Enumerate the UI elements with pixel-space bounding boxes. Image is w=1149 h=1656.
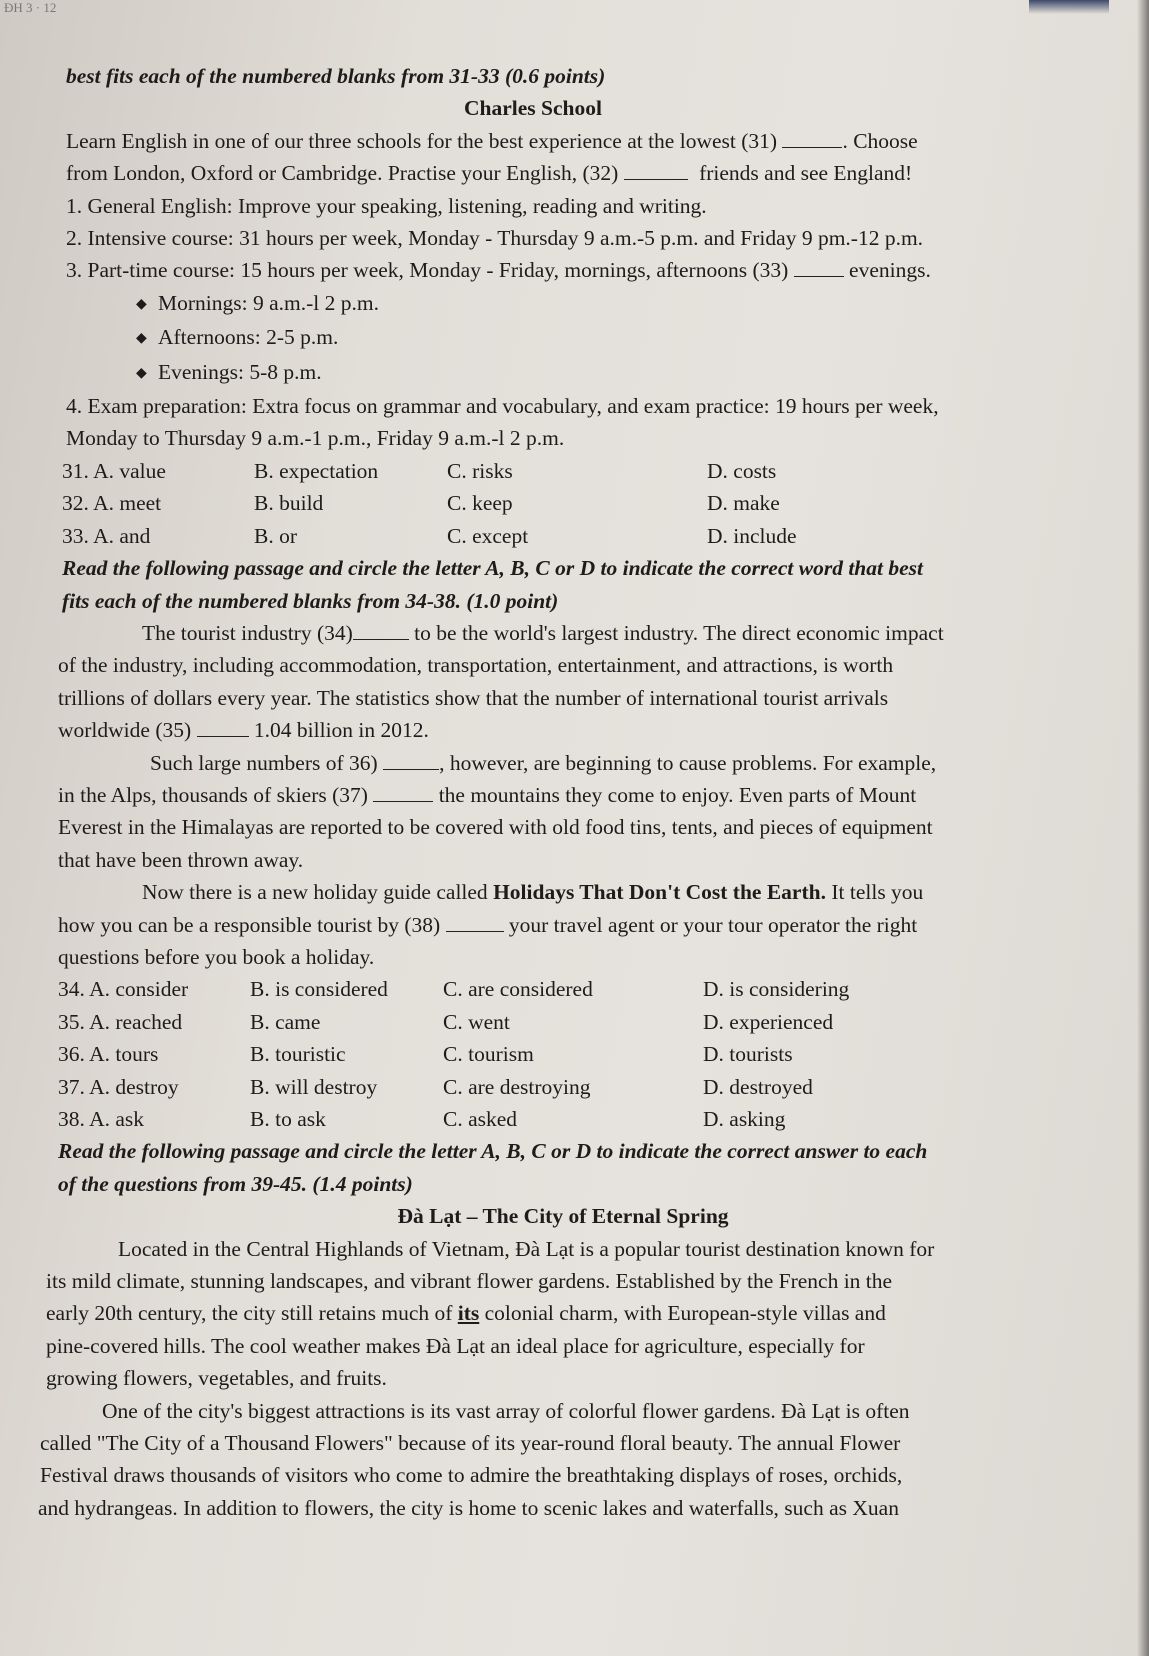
passage3-line7: called "The City of a Thousand Flowers" because of its year-round floral beauty. The annual Flower [40,1431,901,1456]
option[interactable]: D. asking [703,1107,786,1131]
option[interactable]: B. came [250,1009,321,1034]
question-32-options [58,487,1088,519]
option[interactable]: B. is considered [250,977,388,1002]
passage2-line3: trillions of dollars every year. The statistics show that the number of international tourist arrivals [58,685,889,710]
passage2-line10 [58,909,1088,941]
item-4-line1: 4. Exam preparation: Extra focus on grammar and vocabulary, and exam practice: 19 hours per week, [66,394,939,419]
section3-title: Đà Lạt – The City of Eternal Spring [397,1204,729,1229]
option[interactable]: B. will destroy [250,1074,378,1099]
blank-31 [782,129,842,148]
text: your travel agent or your tour operator the right [508,912,918,937]
passage3-line5: growing flowers, vegetables, and fruits. [46,1366,387,1391]
text: 3. Part-time course: 15 hours per week, Monday - Friday, mornings, afternoons (33) [66,258,789,283]
text: , however, are beginning to cause problems. For example, [439,750,937,775]
text: evenings. [849,258,931,283]
option[interactable]: D. experienced [703,1009,834,1034]
question-31-options [58,455,1088,487]
passage3-line8: Festival draws thousands of visitors who come to admire the breathtaking displays of roses, orchids, [40,1463,903,1488]
underlined-word-its[interactable]: its [457,1301,480,1326]
text: Such large numbers of 36) [150,750,378,775]
passage2-line1 [58,617,1088,649]
option[interactable]: 35. A. reached [58,1009,183,1034]
option[interactable]: 36. A. tours [58,1042,159,1067]
text: Mornings: 9 a.m.-l 2 p.m. [158,290,379,315]
option[interactable]: 37. A. destroy [58,1074,179,1099]
passage2-line11: questions before you book a holiday. [58,944,375,969]
right-edge-shadow [1137,0,1149,1656]
passage3-line3 [46,1297,1088,1329]
question-34-options [58,973,1088,1005]
passage2-line5 [58,747,1088,779]
text: Now there is a new holiday guide called [142,880,488,905]
passage3-line4: pine-covered hills. The cool weather makes Đà Lạt an ideal place for agriculture, especially for [46,1333,865,1358]
option[interactable]: 32. A. meet [62,491,162,516]
passage3-line6: One of the city's biggest attractions is its vast array of colorful flower gardens. Đà Lạt is often [102,1398,910,1423]
text: . Choose [842,128,918,153]
option[interactable]: B. or [254,523,297,548]
section3-instruction-2: of the questions from 39-45. (1.4 points) [58,1171,413,1196]
option[interactable]: D. tourists [703,1042,793,1067]
blank-34 [353,621,409,640]
option[interactable]: C. risks [447,458,513,483]
option[interactable]: 34. A. consider [58,977,189,1002]
blank-32 [624,161,688,180]
option[interactable]: D. make [707,491,780,516]
passage2-line8: that have been thrown away. [58,847,304,872]
section1-instruction: best fits each of the numbered blanks from 31-33 (0.6 points) [66,64,606,88]
document-content [38,60,1088,1524]
option[interactable]: 31. A. value [62,458,166,483]
blank-36 [383,751,439,770]
text: the mountains they come to enjoy. Even parts of Mount [438,782,917,807]
option[interactable]: C. except [447,523,529,548]
blank-35 [197,718,249,737]
passage3-line2: its mild climate, stunning landscapes, and vibrant flower gardens. Established by the French in the [46,1269,893,1294]
item-3 [58,254,1088,286]
question-36-options [58,1038,1088,1070]
option[interactable]: C. went [443,1009,510,1034]
blank-38 [446,913,504,932]
option[interactable]: 38. A. ask [58,1107,144,1131]
text: how you can be a responsible tourist by (38) [58,912,441,937]
text: Afternoons: 2-5 p.m. [158,325,339,350]
section1-para-line2 [58,157,1088,189]
option[interactable]: C. keep [447,491,513,516]
question-37-options [58,1071,1088,1103]
passage2-line4 [58,714,1088,746]
item-4-line2: Monday to Thursday 9 a.m.-1 p.m., Friday 9 a.m.-l 2 p.m. [66,426,565,451]
option[interactable]: C. are considered [443,977,593,1002]
text: The tourist industry (34) [142,620,353,645]
option[interactable]: D. is considering [703,977,850,1002]
section1-para-line1 [58,125,1088,157]
section3-instruction-1: Read the following passage and circle the letter A, B, C or D to indicate the correct answer to each [58,1139,928,1164]
option[interactable]: B. to ask [250,1107,326,1131]
passage2-line6 [58,779,1088,811]
corner-scribble: ĐH 3 · 12 [4,0,57,15]
bullet-icon: ◆ [136,365,147,381]
option[interactable]: D. destroyed [703,1074,813,1099]
option[interactable]: 33. A. and [62,523,151,548]
text: 1.04 billion in 2012. [253,718,429,743]
option[interactable]: B. touristic [250,1042,346,1067]
book-title: Holidays That Don't Cost the Earth. [493,880,826,905]
bullet-icon: ◆ [136,296,147,312]
text: early 20th century, the city still retains much of [46,1301,453,1326]
bullet-icon: ◆ [136,331,147,347]
text: friends and see England! [699,161,913,186]
text: Evenings: 5-8 p.m. [158,359,322,384]
item-2: 2. Intensive course: 31 hours per week, Monday - Thursday 9 a.m.-5 p.m. and Friday 9 pm.-12 p.m. [66,226,924,251]
passage3-line1: Located in the Central Highlands of Vietnam, Đà Lạt is a popular tourist destination known for [118,1236,935,1261]
passage3-line9: and hydrangeas. In addition to flowers, the city is home to scenic lakes and waterfalls, such as Xuan [38,1495,899,1520]
option[interactable]: C. are destroying [443,1074,591,1099]
option[interactable]: C. asked [443,1107,518,1131]
option[interactable]: D. costs [707,458,777,483]
text: Learn English in one of our three schools for the best experience at the lowest (31) [66,128,778,153]
passage2-line2: of the industry, including accommodation, transportation, entertainment, and attractions, is worth [58,653,894,678]
item-1: 1. General English: Improve your speaking, listening, reading and writing. [66,193,707,218]
text: worldwide (35) [58,718,192,743]
passage2-line7: Everest in the Himalayas are reported to be covered with old food tins, tents, and pieces of equipment [58,815,933,840]
text: to be the world's largest industry. The direct economic impact [414,620,944,645]
question-35-options [58,1006,1088,1038]
bullet-mornings [58,287,1088,321]
section2-instruction-2: fits each of the numbered blanks from 34-38. (1.0 point) [62,588,559,613]
section2-instruction-1: Read the following passage and circle the letter A, B, C or D to indicate the correct word that best [62,556,923,581]
blank-37 [373,783,433,802]
option[interactable]: B. expectation [254,458,379,483]
text: in the Alps, thousands of skiers (37) [58,782,368,807]
top-edge-shadow [1029,0,1109,14]
passage2-line9 [58,876,1088,908]
option[interactable]: C. tourism [443,1042,534,1067]
question-38-options [58,1103,1088,1135]
blank-33 [794,258,844,277]
bullet-afternoons [58,321,1088,355]
text: colonial charm, with European-style villas and [484,1301,886,1326]
option[interactable]: D. include [707,523,797,548]
question-33-options [58,520,1088,552]
text: It tells you [831,880,924,905]
option[interactable]: B. build [254,491,324,516]
text: from London, Oxford or Cambridge. Practise your English, (32) [66,161,619,186]
section1-title: Charles School [464,96,602,121]
bullet-evenings [58,356,1088,390]
